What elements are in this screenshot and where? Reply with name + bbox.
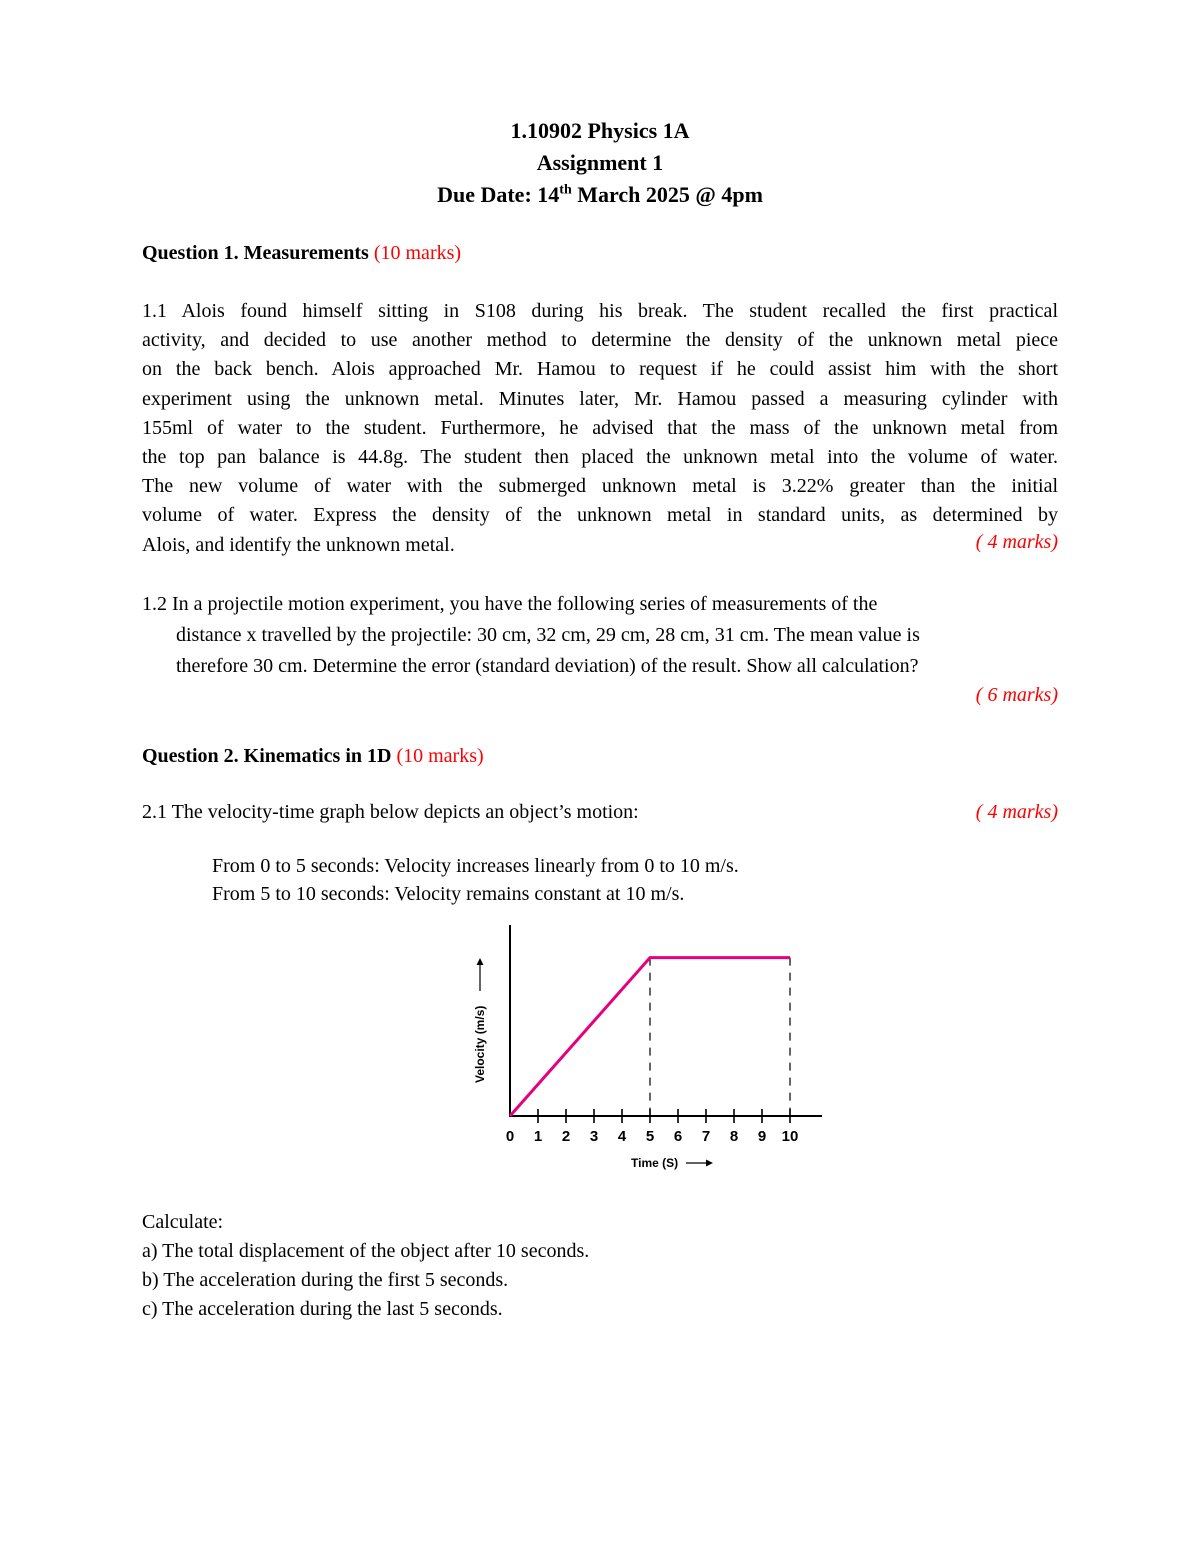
question-2-1-intro: 2.1 The velocity-time graph below depicts an object’s motion: [142,801,639,823]
x-axis-label [631,1156,713,1170]
due-date [0,180,1200,210]
x-tick-label: 7 [701,1128,711,1145]
q1-2-line: therefore 30 cm. Determine the error (standard deviation) of the result. Show all calculation? [176,655,919,677]
question-2-1-a: a) The total displacement of the object after 10 seconds. [142,1240,590,1262]
question-2-heading [142,745,484,768]
x-tick-label: 0 [505,1128,515,1145]
q1-2-line: distance x travelled by the projectile: 30 cm, 32 cm, 29 cm, 28 cm, 31 cm. The mean value is [176,624,920,646]
x-tick-label: 3 [589,1128,599,1145]
velocity-series-line [510,958,790,1116]
x-tick-label: 10 [781,1128,799,1145]
q1-2-line: 1.2 In a projectile motion experiment, you have the following series of measurements of the [142,593,878,615]
q1-1-line: experiment using the unknown metal. Minutes later, Mr. Hamou passed a measuring cylinder with [142,387,1058,410]
question-1-2-text [142,589,1058,682]
x-tick-label: 2 [561,1128,571,1145]
due-date-suffix: March 2025 @ 4pm [571,182,763,207]
q1-1-line: the top pan balance is 44.8g. The student then placed the unknown metal into the volume of water. [142,446,1058,469]
assignment-title: Assignment 1 [536,150,664,175]
x-tick-label: 5 [645,1128,655,1145]
question-2-title: Question 2. Kinematics in 1D [142,745,392,767]
question-1-title: Question 1. Measurements [142,242,369,264]
x-tick-label: 8 [729,1128,739,1145]
y-axis-label-text: Velocity (m/s) [473,1005,487,1083]
question-1-1-text [142,297,1058,560]
question-2-1-marks: ( 4 marks) [975,801,1058,823]
q1-1-line: 155ml of water to the student. Furthermore, he advised that the mass of the unknown metal from [142,416,1058,439]
q1-1-line: 1.1 Alois found himself sitting in S108 during his break. The student recalled the first practical [142,300,1058,322]
question-2-1-b: b) The acceleration during the first 5 seconds. [142,1269,509,1291]
motion-description-1: From 0 to 5 seconds: Velocity increases linearly from 0 to 10 m/s. [212,855,739,877]
q1-1-line: on the back bench. Alois approached Mr. Hamou to request if he could assist him with the short [142,358,1058,381]
question-1-2-marks: ( 6 marks) [975,684,1058,706]
question-1-marks: (10 marks) [373,242,462,264]
y-axis-arrow-head [477,958,484,965]
y-axis-label [473,958,487,1083]
q1-1-line: volume of water. Express the density of the unknown metal in standard units, as determined by [142,504,1058,527]
q1-1-line: The new volume of water with the submerged unknown metal is 3.22% greater than the initial [142,475,1058,498]
calculate-label: Calculate: [142,1211,224,1233]
question-1-1-marks: ( 4 marks) [975,531,1058,553]
course-title: 1.10902 Physics 1A [510,118,690,143]
q1-1-line: Alois, and identify the unknown metal. [142,533,455,556]
x-axis-arrow-head [706,1160,713,1167]
x-tick-label: 9 [757,1128,767,1145]
question-2-1-c: c) The acceleration during the last 5 seconds. [142,1298,503,1320]
x-tick-label: 1 [533,1128,543,1145]
motion-description-2: From 5 to 10 seconds: Velocity remains constant at 10 m/s. [212,883,685,905]
x-axis-label-text: Time (S) [631,1156,679,1170]
question-1-heading [142,242,461,265]
x-tick-label: 6 [673,1128,683,1145]
due-date-prefix: Due Date: 14 [437,182,560,207]
question-2-marks: (10 marks) [396,745,484,767]
q1-1-line: activity, and decided to use another method to determine the density of the unknown metal piece [142,329,1058,352]
due-date-sup: th [559,182,572,198]
x-tick-label: 4 [617,1128,627,1145]
